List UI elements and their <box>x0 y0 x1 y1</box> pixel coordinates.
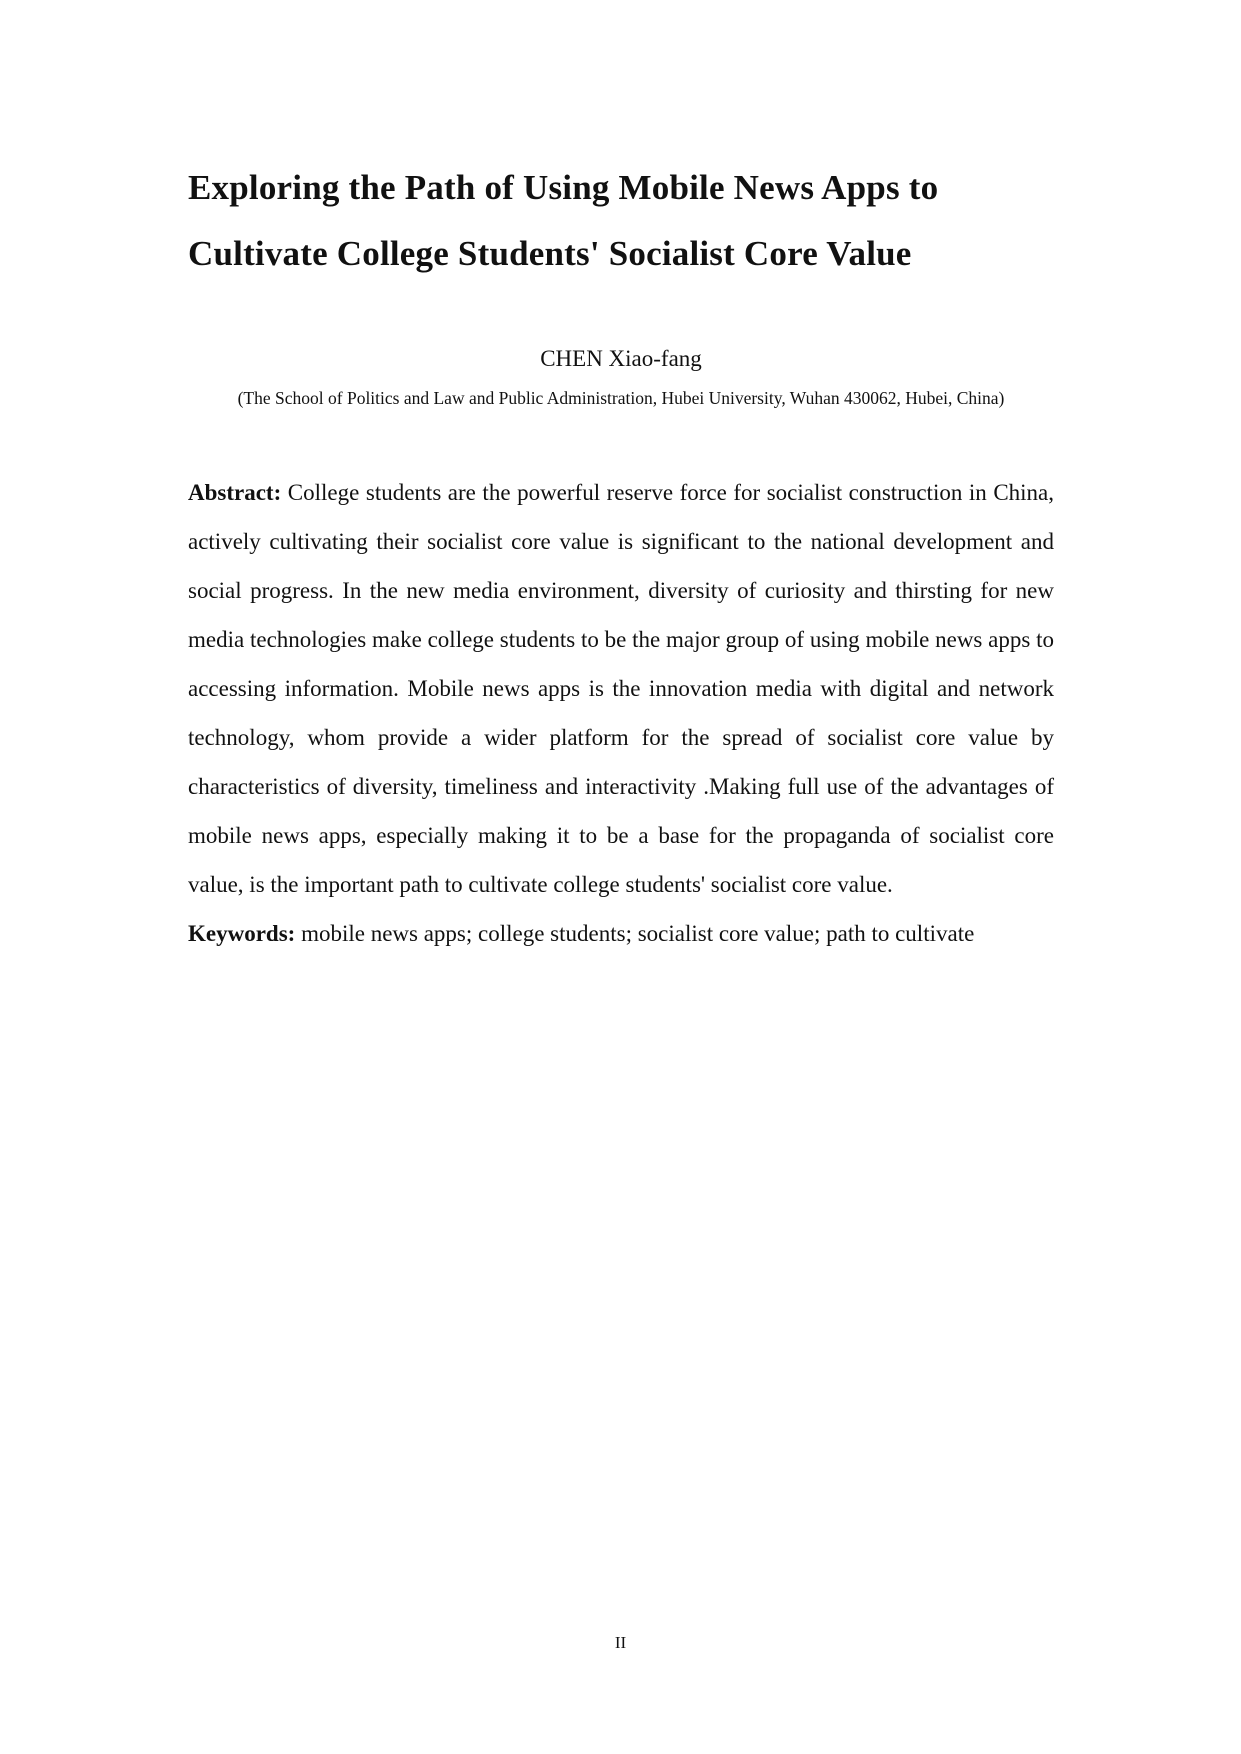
page-content <box>188 155 1054 958</box>
author-affiliation: (The School of Politics and Law and Public Administration, Hubei University, Wuhan 430062, Hubei, China) <box>237 388 1005 408</box>
paper-title-line-1: Exploring the Path of Using Mobile News Apps to <box>188 168 939 207</box>
author-name: CHEN Xiao-fang <box>540 346 702 371</box>
paper-title-line-2: Cultivate College Students' Socialist Core Value <box>188 234 912 273</box>
abstract-label: Abstract: <box>188 480 282 505</box>
keywords-text: mobile news apps; college students; socialist core value; path to cultivate <box>301 921 975 946</box>
paper-title <box>188 155 1054 287</box>
page-number: II <box>614 1633 627 1652</box>
keywords-label: Keywords: <box>188 921 296 946</box>
abstract-paragraph <box>188 468 1054 909</box>
abstract-text: College students are the powerful reserve force for socialist construction in China, actively cultivating their socialist core value is significant to the national development and social progress. In the new media environment, diversity of curiosity and thirsting for new media technologies make college students to be the major group of using mobile news apps to accessing information. Mobile news apps is the innovation media with digital and network technology, whom provide a wider platform for the spread of socialist core value by characteristics of diversity, timeliness and interactivity .Making full use of the advantages of mobile news apps, especially making it to be a base for the propaganda of socialist core value, is the important path to cultivate college students' socialist core value. <box>188 480 1055 897</box>
keywords-paragraph <box>188 909 1054 958</box>
